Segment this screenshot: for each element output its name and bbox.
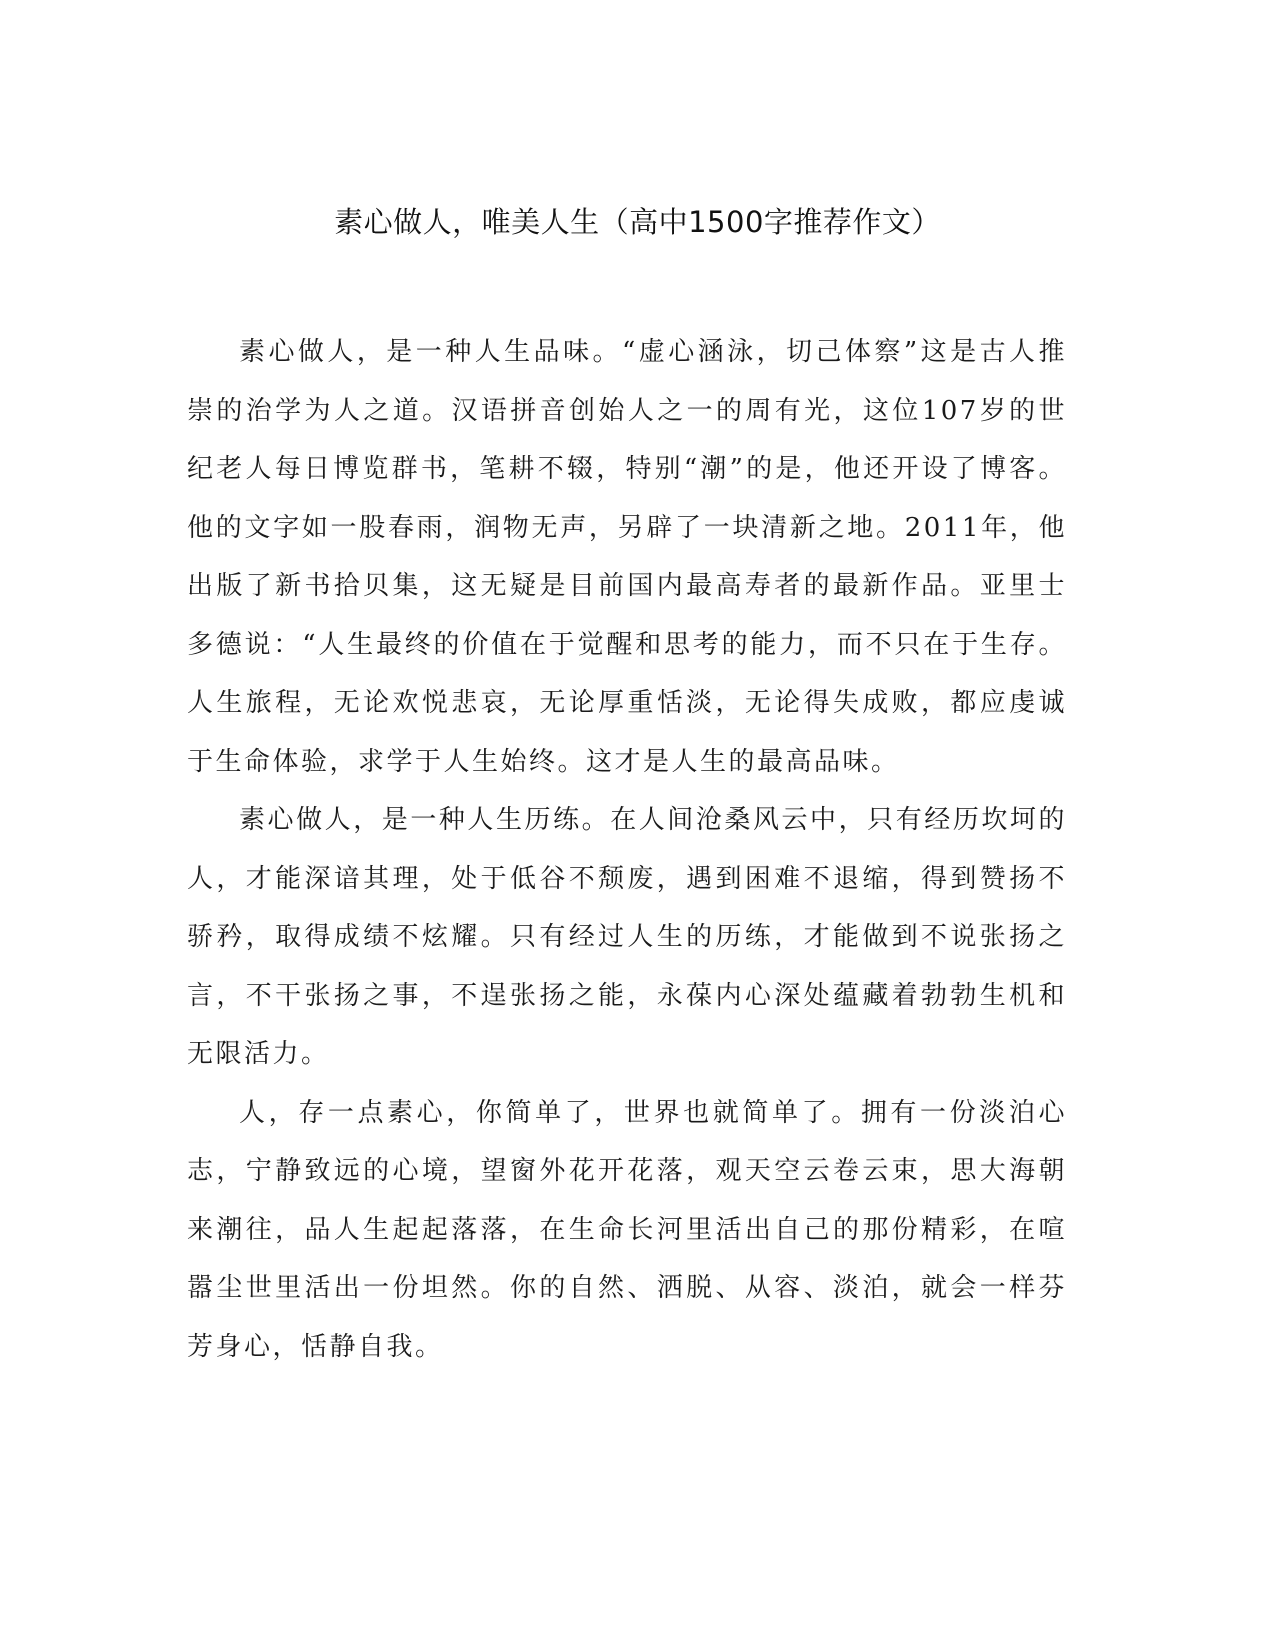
paragraph-2: 素心做人，是一种人生历练。在人间沧桑风云中，只有经历坎坷的人，才能深谙其理，处于低谷不颓废，遇到困难不退缩，得到赞扬不骄矜，取得成绩不炫耀。只有经过人生的历练，才能做到不说张扬之言，不干张扬之事，不逞张扬之能，永葆内心深处蕴藏着勃勃生机和无限活力。 (187, 805, 1067, 1069)
document-title: 素心做人，唯美人生（高中1500字推荐作文） (334, 205, 941, 239)
paragraph-3: 人，存一点素心，你简单了，世界也就简单了。拥有一份淡泊心志，宁静致远的心境，望窗外花开花落，观天空云卷云束，思大海朝来潮往，品人生起起落落，在生命长河里活出自己的那份精彩，在喧嚣尘世里活出一份坦然。你的自然、洒脱、从容、淡泊，就会一样芬芳身心，恬静自我。 (187, 1097, 1067, 1362)
document-body (187, 323, 1067, 1376)
paragraph-1: 素心做人，是一种人生品味。“虚心涵泳，切己体察”这是古人推崇的治学为人之道。汉语拼音创始人之一的周有光，这位107岁的世纪老人每日博览群书，笔耕不辍，特别“潮”的是，他还开设了博客。他的文字如一股春雨，润物无声，另辟了一块清新之地。2011年，他出版了新书拾贝集，这无疑是目前国内最高寿者的最新作品。亚里士多德说：“人生最终的价值在于觉醒和思考的能力，而不只在于生存。人生旅程，无论欢悦悲哀，无论厚重恬淡，无论得失成败，都应虔诚于生命体验，求学于人生始终。这才是人生的最高品味。 (187, 337, 1067, 777)
